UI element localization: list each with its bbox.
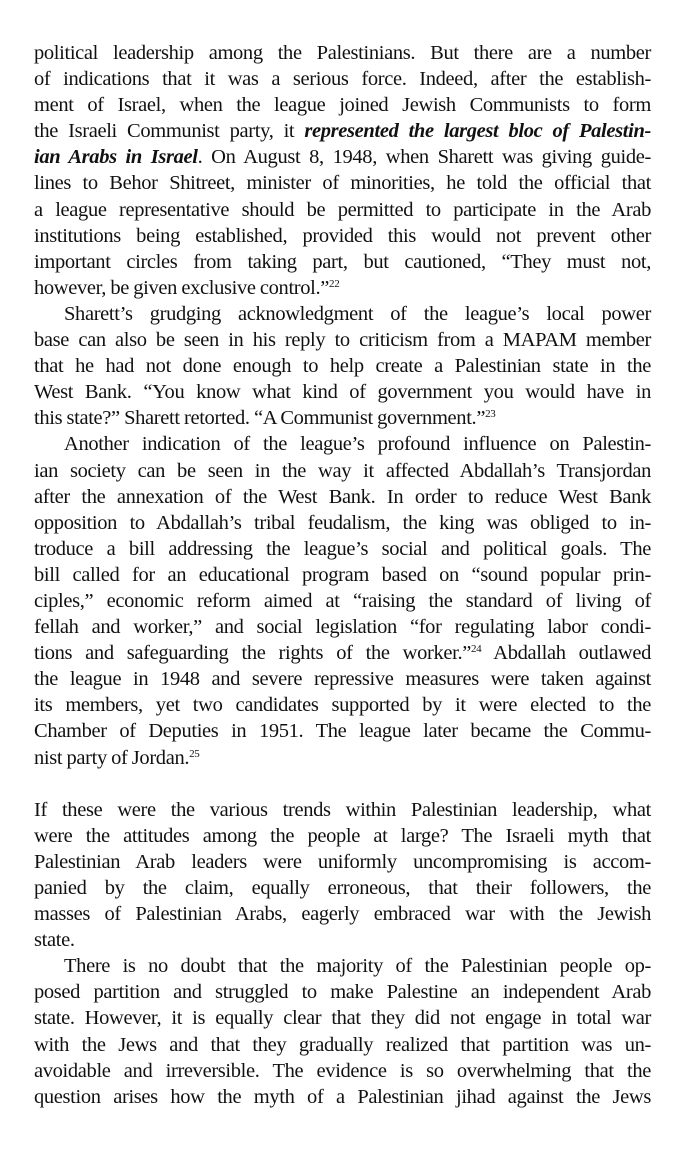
text-run: fellah and worker,” and social legislation “for regulating labor condi-	[34, 616, 651, 639]
text-run: a league representative should be permitted to participate in the Arab	[34, 198, 651, 221]
text-line	[34, 249, 651, 275]
text-line	[34, 901, 651, 927]
text-line	[34, 823, 651, 849]
text-run: masses of Palestinian Arabs, eagerly embraced war with the Jewish	[34, 903, 651, 926]
text-line	[34, 484, 651, 510]
text-line	[34, 92, 651, 118]
text-line	[34, 979, 651, 1005]
text-run: There is no doubt that the majority of the Palestinian people op-	[64, 955, 651, 978]
text-run: the league in 1948 and severe repressive measures were taken against	[34, 668, 651, 691]
text-line	[34, 275, 651, 301]
text-run: with the Jews and that they gradually realized that partition was un-	[34, 1033, 651, 1056]
text-run: the Israeli Communist party, it	[34, 120, 305, 143]
text-run: Abdallah outlawed	[481, 642, 652, 665]
text-line	[34, 327, 651, 353]
emphasis-text: ian Arabs in Israel	[34, 146, 198, 169]
footnote-reference: 24	[471, 643, 482, 656]
text-line	[34, 588, 651, 614]
text-line	[34, 562, 651, 588]
text-run: question arises how the myth of a Palestinian jihad against the Jews	[34, 1085, 651, 1108]
text-line	[34, 118, 651, 144]
text-line	[34, 692, 651, 718]
text-line	[34, 927, 651, 953]
text-line	[34, 1005, 651, 1031]
text-line	[34, 849, 651, 875]
text-run: nist party of Jordan.	[34, 746, 190, 769]
paragraph-p2	[34, 301, 651, 431]
text-line	[34, 170, 651, 196]
text-line	[34, 431, 651, 457]
text-run: Sharett’s grudging acknowledgment of the league’s local power	[64, 302, 651, 325]
text-line	[34, 223, 651, 249]
text-run: after the annexation of the West Bank. In order to reduce West Bank	[34, 485, 651, 508]
text-line	[34, 953, 651, 979]
emphasis-text: represented the largest bloc of Palestin-	[304, 120, 651, 143]
text-line	[34, 718, 651, 744]
text-line	[34, 40, 651, 66]
text-run: Palestinian Arab leaders were uniformly uncompromising is accom-	[34, 850, 651, 873]
text-run: its members, yet two candidates supported by it were elected to the	[34, 694, 651, 717]
document-page	[34, 40, 651, 1110]
text-run: Chamber of Deputies in 1951. The league later became the Commu-	[34, 720, 651, 743]
text-run: were the attitudes among the people at large? The Israeli myth that	[34, 824, 651, 847]
text-line	[34, 197, 651, 223]
text-line	[34, 1058, 651, 1084]
section-break	[34, 771, 651, 797]
text-run: lines to Behor Shitreet, minister of minorities, he told the official that	[34, 172, 651, 195]
text-run: ian society can be seen in the way it affected Abdallah’s Transjordan	[34, 459, 651, 482]
text-line	[34, 458, 651, 484]
text-run: however, be given exclusive control.”	[34, 276, 330, 299]
text-run: avoidable and irreversible. The evidence is so overwhelming that the	[34, 1059, 651, 1082]
text-line	[34, 875, 651, 901]
footnote-reference: 25	[189, 747, 200, 760]
text-line	[34, 536, 651, 562]
text-run: important circles from taking part, but cautioned, “They must not,	[34, 250, 651, 273]
text-line	[34, 797, 651, 823]
text-run: institutions being established, provided this would not prevent other	[34, 224, 651, 247]
paragraph-p1	[34, 40, 651, 301]
text-line	[34, 614, 651, 640]
text-line	[34, 640, 651, 666]
text-line	[34, 353, 651, 379]
text-run: of indications that it was a serious force. Indeed, after the establish-	[34, 68, 651, 91]
paragraph-p3	[34, 431, 651, 770]
text-run: opposition to Abdallah’s tribal feudalism, the king was obliged to in-	[34, 511, 651, 534]
text-run: If these were the various trends within Palestinian leadership, what	[34, 798, 651, 821]
footnote-reference: 22	[329, 277, 340, 290]
text-run: this state?” Sharett retorted. “A Communist government.”	[34, 407, 486, 430]
text-line	[34, 1084, 651, 1110]
text-run: posed partition and struggled to make Palestine an independent Arab	[34, 981, 651, 1004]
text-run: ciples,” economic reform aimed at “raising the standard of living of	[34, 589, 651, 612]
text-line	[34, 301, 651, 327]
text-line	[34, 745, 651, 771]
text-line	[34, 405, 651, 431]
text-run: that he had not done enough to help create a Palestinian state in the	[34, 355, 651, 378]
text-run: . On August 8, 1948, when Sharett was giving guide-	[197, 146, 651, 169]
text-run: bill called for an educational program based on “sound popular prin-	[34, 563, 651, 586]
text-line	[34, 379, 651, 405]
text-run: state. However, it is equally clear that they did not engage in total war	[34, 1007, 651, 1030]
text-run: Another indication of the league’s profound influence on Palestin-	[64, 433, 651, 456]
footnote-reference: 23	[485, 408, 496, 421]
text-run: tions and safeguarding the rights of the worker.”	[34, 642, 472, 665]
text-run: political leadership among the Palestinians. But there are a number	[34, 42, 651, 64]
text-run: panied by the claim, equally erroneous, that their followers, the	[34, 877, 651, 899]
text-run: state.	[34, 929, 75, 952]
text-line	[34, 666, 651, 692]
paragraph-p4	[34, 797, 651, 954]
text-run: troduce a bill addressing the league’s social and political goals. The	[34, 537, 651, 560]
text-run: base can also be seen in his reply to criticism from a MAPAM member	[34, 329, 651, 352]
text-line	[34, 1032, 651, 1058]
text-line	[34, 144, 651, 170]
text-line	[34, 66, 651, 92]
text-run: ment of Israel, when the league joined Jewish Communists to form	[34, 94, 651, 117]
paragraph-p5	[34, 953, 651, 1110]
text-run: West Bank. “You know what kind of government you would have in	[34, 381, 651, 404]
text-line	[34, 510, 651, 536]
